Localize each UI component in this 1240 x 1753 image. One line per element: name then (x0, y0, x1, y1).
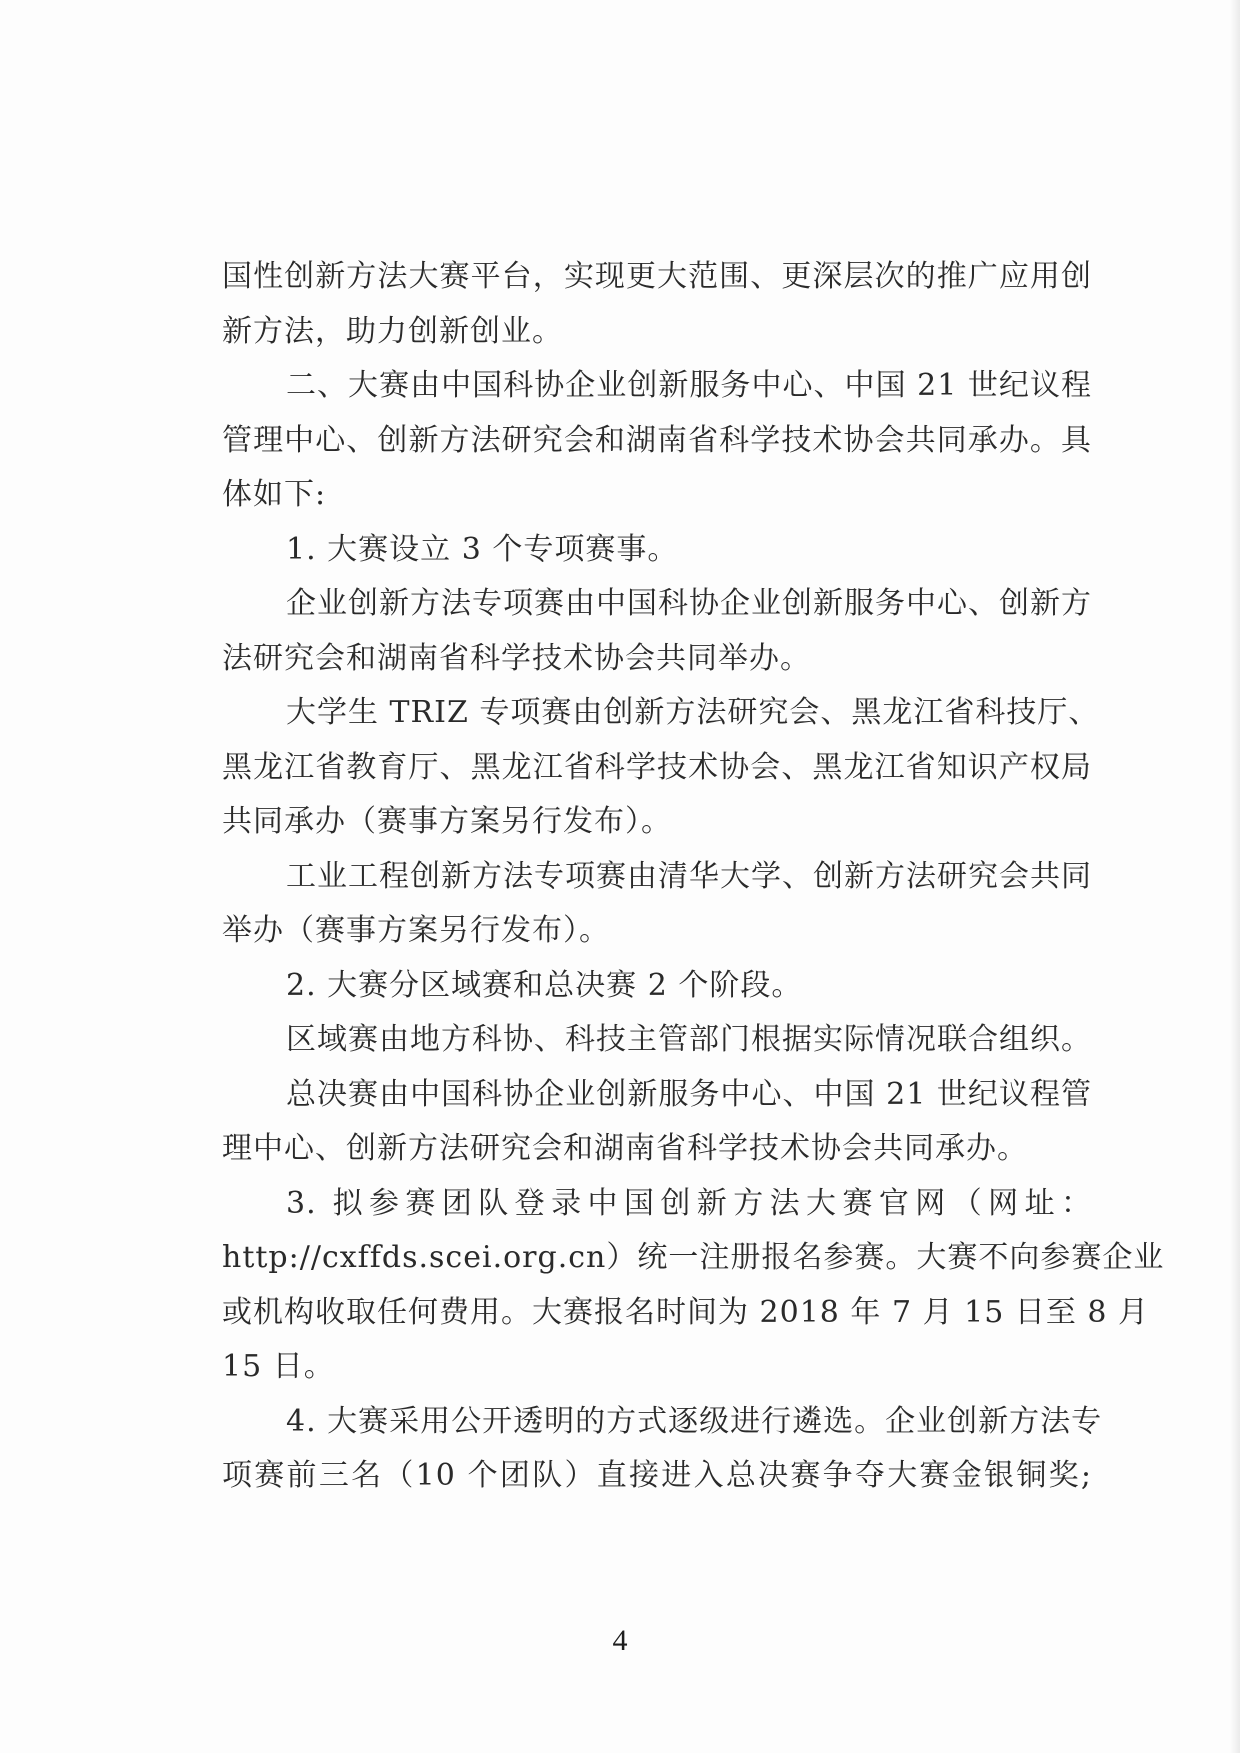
page-number: 4 (612, 1624, 628, 1657)
text-line: 2. 大赛分区域赛和总决赛 2 个阶段。 (286, 967, 803, 1003)
text-line: 工业工程创新方法专项赛由清华大学、创新方法研究会共同 (286, 858, 1092, 894)
text-line: 管理中心、创新方法研究会和湖南省科学技术协会共同承办。具 (222, 422, 1092, 458)
text-line: 或机构收取任何费用。大赛报名时间为 2018 年 7 月 15 日至 8 月 (222, 1294, 1149, 1330)
text-line: http://cxffds.scei.org.cn）统一注册报名参赛。大赛不向参赛企业 (222, 1240, 1165, 1275)
text-line: 总决赛由中国科协企业创新服务中心、中国 21 世纪议程管 (286, 1076, 1092, 1112)
text-line: 黑龙江省教育厅、黑龙江省科学技术协会、黑龙江省知识产权局 (222, 749, 1092, 785)
text-line: 新方法，助力创新创业。 (222, 313, 563, 349)
text-line: 项赛前三名（10 个团队）直接进入总决赛争夺大赛金银铜奖; (222, 1458, 1092, 1493)
text-line: 二、大赛由中国科协企业创新服务中心、中国 21 世纪议程 (286, 368, 1092, 403)
text-line: 举办（赛事方案另行发布）。 (222, 913, 610, 948)
text-line: 区域赛由地方科协、科技主管部门根据实际情况联合组织。 (286, 1022, 1092, 1057)
text-line: 体如下: (222, 477, 327, 512)
text-line: 1. 大赛设立 3 个专项赛事。 (286, 531, 679, 567)
text-line: 法研究会和湖南省科学技术协会共同举办。 (222, 640, 811, 676)
text-line: 15 日。 (222, 1349, 335, 1384)
document-body (222, 250, 1165, 1504)
text-line: 4. 大赛采用公开透明的方式逐级进行遴选。企业创新方法专 (286, 1403, 1103, 1439)
text-line: 大学生 TRIZ 专项赛由创新方法研究会、黑龙江省科技厅、 (286, 695, 1100, 730)
text-line: 企业创新方法专项赛由中国科协企业创新服务中心、创新方 (286, 586, 1092, 621)
text-line: 理中心、创新方法研究会和湖南省科学技术协会共同承办。 (222, 1131, 1028, 1166)
text-line: 国性创新方法大赛平台，实现更大范围、更深层次的推广应用创 (222, 259, 1092, 294)
text-line: 3. 拟参赛团队登录中国创新方法大赛官网（网址： (286, 1185, 1092, 1221)
scan-edge-shadow (1230, 0, 1240, 1753)
text-line: 共同承办（赛事方案另行发布）。 (222, 804, 672, 839)
